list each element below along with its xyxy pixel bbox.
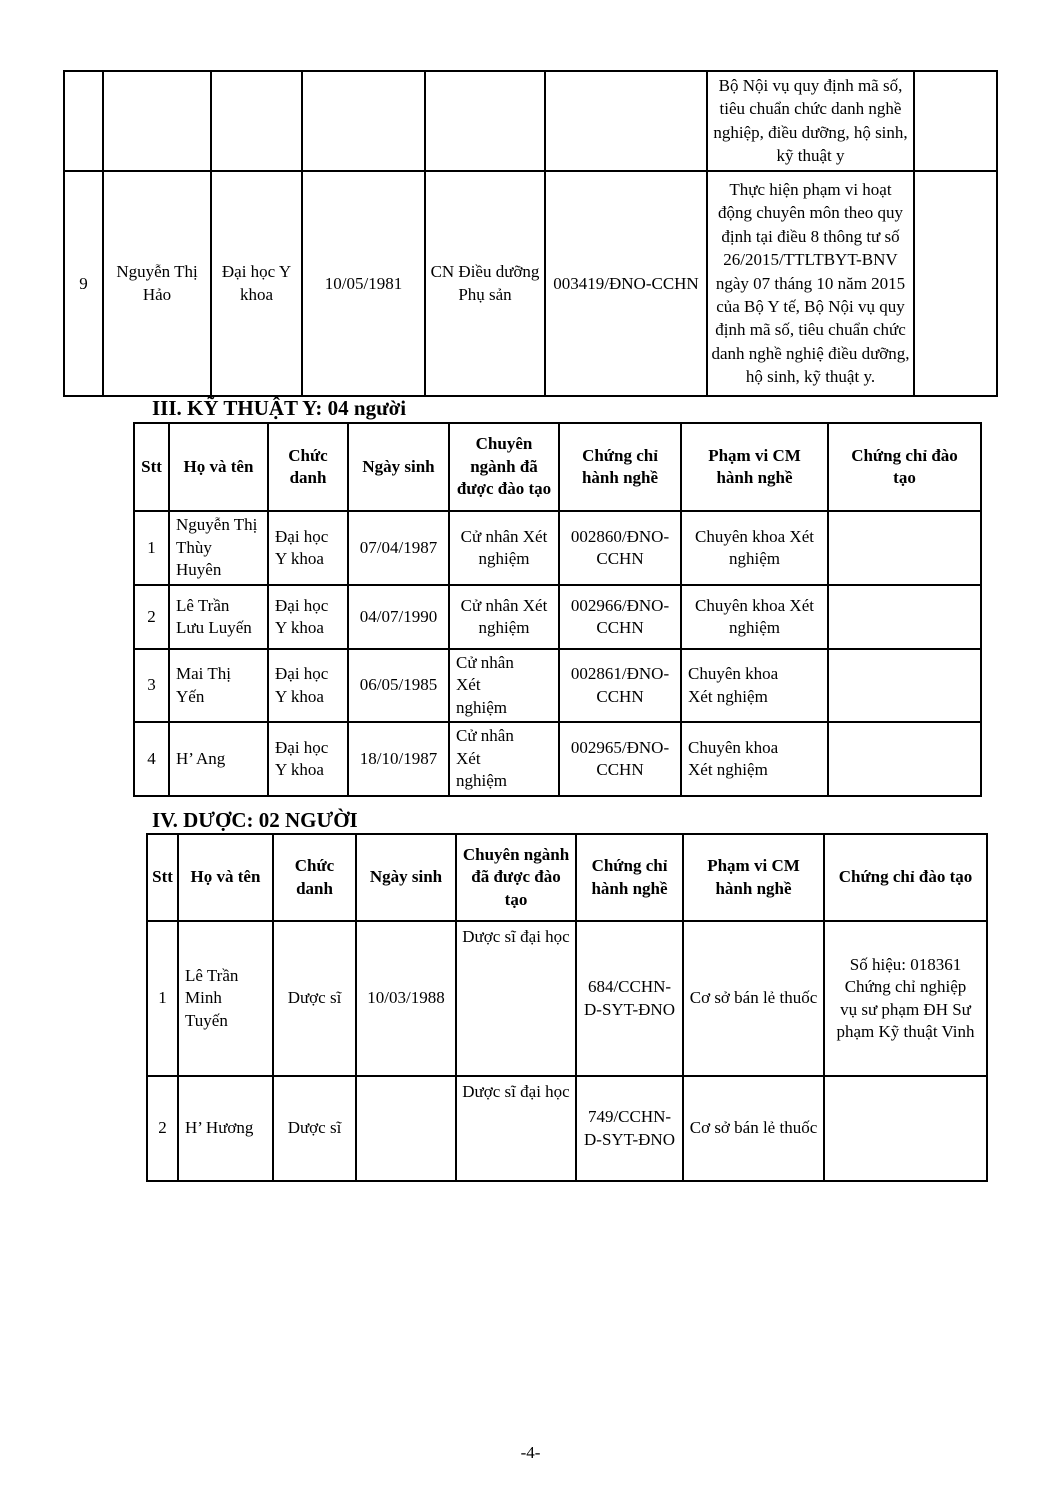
section-iv-heading: IV. DƯỢC: 02 NGƯỜI xyxy=(152,808,358,832)
cell-ngay-sinh: 06/05/1985 xyxy=(348,649,449,722)
cell-stt: 9 xyxy=(64,171,103,396)
cell-dao-tao xyxy=(824,1076,987,1181)
cell-ngay-sinh: 10/05/1981 xyxy=(302,171,425,396)
cell-chuyen-nganh: CN Điều dưỡng Phụ sản xyxy=(425,171,545,396)
cell-pham-vi: Chuyên khoa Xét nghiệm xyxy=(681,722,828,795)
cell-dao-tao xyxy=(914,171,997,396)
cell-chuyen-nganh: Cử nhân Xét nghiệm xyxy=(449,649,559,722)
table-row xyxy=(134,511,981,585)
header-chung-chi: Chứng chỉ hành nghề xyxy=(576,834,683,921)
header-dao-tao: Chứng chỉ đào tạo xyxy=(824,834,987,921)
cell-dao-tao xyxy=(828,649,981,722)
top-table xyxy=(63,70,998,397)
cell-pham-vi: Bộ Nội vụ quy định mã số, tiêu chuẩn chức danh nghề nghiệp, điều dưỡng, hộ sinh, kỹ thuật y xyxy=(707,71,914,171)
cell-name: Mai Thị Yến xyxy=(169,649,268,722)
cell-chung-chi: 002966/ĐNO-CCHN xyxy=(559,585,681,649)
cell-stt: 4 xyxy=(134,722,169,795)
table-row xyxy=(147,1076,987,1181)
header-pham-vi: Phạm vi CM hành nghề xyxy=(681,423,828,511)
cell-chuyen-nganh xyxy=(425,71,545,171)
table-row xyxy=(64,71,997,171)
cell-chuyen-nganh: Dược sĩ đại học xyxy=(456,1076,576,1181)
cell-stt: 3 xyxy=(134,649,169,722)
table-row xyxy=(134,722,981,795)
table-row xyxy=(147,921,987,1076)
cell-chuc-danh: Đại học Y khoa xyxy=(268,511,348,585)
cell-name: Nguyễn Thị Thùy Huyên xyxy=(169,511,268,585)
cell-stt xyxy=(64,71,103,171)
cell-pham-vi: Cơ sở bán lẻ thuốc xyxy=(683,1076,824,1181)
cell-ngay-sinh: 18/10/1987 xyxy=(348,722,449,795)
cell-dao-tao xyxy=(828,585,981,649)
header-name: Họ và tên xyxy=(169,423,268,511)
cell-stt: 2 xyxy=(147,1076,178,1181)
cell-dao-tao: Số hiệu: 018361 Chứng chỉ nghiệp vụ sư phạm ĐH Sư phạm Kỹ thuật Vinh xyxy=(824,921,987,1076)
cell-pham-vi: Thực hiện phạm vi hoạt động chuyên môn theo quy định tại điều 8 thông tư số 26/2015/TTLTBYT-BNV ngày 07 tháng 10 năm 2015 của Bộ Y tế, Bộ Nội vụ quy định mã số, tiêu chuẩn chức danh nghề nghiệ điều dưỡng, hộ sinh, kỹ thuật y. xyxy=(707,171,914,396)
cell-chuyen-nganh: Cử nhân Xét nghiệm xyxy=(449,511,559,585)
page-number: -4- xyxy=(520,1443,541,1462)
cell-ngay-sinh: 10/03/1988 xyxy=(356,921,456,1076)
cell-chuyen-nganh: Cử nhân Xét nghiệm xyxy=(449,722,559,795)
section-iv-table xyxy=(146,833,988,1182)
cell-chuc-danh: Đại học Y khoa xyxy=(268,722,348,795)
cell-ngay-sinh: 04/07/1990 xyxy=(348,585,449,649)
header-chuyen-nganh: Chuyên ngành đã được đào tạo xyxy=(449,423,559,511)
header-chuc-danh: Chức danh xyxy=(273,834,356,921)
table-row xyxy=(134,585,981,649)
cell-dao-tao xyxy=(828,511,981,585)
header-chuc-danh: Chức danh xyxy=(268,423,348,511)
cell-stt: 2 xyxy=(134,585,169,649)
table-header-row xyxy=(134,423,981,511)
cell-chuc-danh: Dược sĩ xyxy=(273,1076,356,1181)
cell-pham-vi: Cơ sở bán lẻ thuốc xyxy=(683,921,824,1076)
cell-stt: 1 xyxy=(147,921,178,1076)
cell-name: H’ Hương xyxy=(178,1076,273,1181)
table-row xyxy=(134,649,981,722)
cell-chuyen-nganh: Cử nhân Xét nghiệm xyxy=(449,585,559,649)
cell-pham-vi: Chuyên khoa Xét nghiệm xyxy=(681,511,828,585)
section-iii-table xyxy=(133,422,982,797)
section-iii-heading: III. KỸ THUẬT Y: 04 người xyxy=(152,396,407,420)
cell-name xyxy=(103,71,211,171)
cell-ngay-sinh: 07/04/1987 xyxy=(348,511,449,585)
cell-chung-chi: 002965/ĐNO-CCHN xyxy=(559,722,681,795)
cell-chuc-danh: Đại học Y khoa xyxy=(268,649,348,722)
cell-chuc-danh: Dược sĩ xyxy=(273,921,356,1076)
table-header-row xyxy=(147,834,987,921)
cell-ngay-sinh xyxy=(302,71,425,171)
header-dao-tao: Chứng chỉ đào tạo xyxy=(828,423,981,511)
cell-chuyen-nganh: Dược sĩ đại học xyxy=(456,921,576,1076)
header-pham-vi: Phạm vi CM hành nghề xyxy=(683,834,824,921)
header-ngay-sinh: Ngày sinh xyxy=(348,423,449,511)
cell-name: Lê Trần Lưu Luyến xyxy=(169,585,268,649)
cell-pham-vi: Chuyên khoa Xét nghiệm xyxy=(681,649,828,722)
header-stt: Stt xyxy=(147,834,178,921)
cell-pham-vi: Chuyên khoa Xét nghiệm xyxy=(681,585,828,649)
cell-name: H’ Ang xyxy=(169,722,268,795)
cell-name: Nguyễn Thị Hảo xyxy=(103,171,211,396)
header-name: Họ và tên xyxy=(178,834,273,921)
cell-ngay-sinh xyxy=(356,1076,456,1181)
header-chuyen-nganh: Chuyên ngành đã được đào tạo xyxy=(456,834,576,921)
cell-chung-chi: 002861/ĐNO-CCHN xyxy=(559,649,681,722)
header-stt: Stt xyxy=(134,423,169,511)
header-ngay-sinh: Ngày sinh xyxy=(356,834,456,921)
cell-chuc-danh: Đại học Y khoa xyxy=(211,171,302,396)
cell-chung-chi: 003419/ĐNO-CCHN xyxy=(545,171,707,396)
cell-dao-tao xyxy=(914,71,997,171)
header-chung-chi: Chứng chỉ hành nghề xyxy=(559,423,681,511)
table-row xyxy=(64,171,997,396)
cell-chuc-danh xyxy=(211,71,302,171)
cell-chung-chi: 002860/ĐNO-CCHN xyxy=(559,511,681,585)
cell-chung-chi: 749/CCHN-D-SYT-ĐNO xyxy=(576,1076,683,1181)
cell-stt: 1 xyxy=(134,511,169,585)
cell-name: Lê Trần Minh Tuyến xyxy=(178,921,273,1076)
cell-chung-chi: 684/CCHN-D-SYT-ĐNO xyxy=(576,921,683,1076)
cell-chung-chi xyxy=(545,71,707,171)
cell-dao-tao xyxy=(828,722,981,795)
cell-chuc-danh: Đại học Y khoa xyxy=(268,585,348,649)
